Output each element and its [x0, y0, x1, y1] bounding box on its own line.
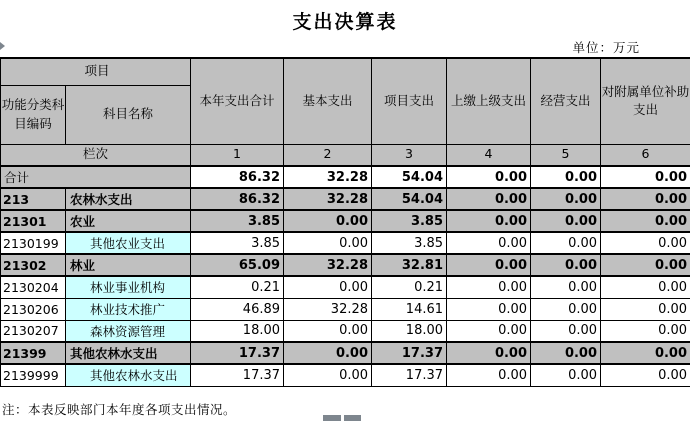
value-cell: 3.85: [372, 210, 447, 232]
table-row: [1, 320, 690, 342]
value-cell: 0.00: [601, 210, 690, 232]
value-cell: 0.00: [601, 320, 690, 342]
value-cell: 0.00: [531, 254, 601, 276]
subject-name-cell: 其他农林水支出: [66, 342, 191, 364]
value-cell: 3.85: [191, 210, 284, 232]
value-cell: 0.00: [447, 320, 531, 342]
table-row: [1, 210, 690, 232]
page-title: 支出决算表: [292, 11, 398, 33]
value-cell: 0.00: [284, 342, 372, 364]
column-number-6: 6: [601, 144, 690, 166]
table-body: [1, 166, 690, 386]
value-cell: 0.00: [284, 232, 372, 254]
header-col-basic-expenditure: 基本支出: [284, 58, 372, 144]
value-cell: 86.32: [191, 188, 284, 210]
value-cell: 17.37: [372, 342, 447, 364]
value-cell: 0.00: [601, 342, 690, 364]
subject-code-cell: 213: [1, 188, 66, 210]
value-cell: 0.00: [531, 210, 601, 232]
value-cell: 0.00: [601, 276, 690, 298]
table-row: [1, 188, 690, 210]
subject-name-cell: 林业技术推广: [66, 298, 191, 320]
value-cell: 46.89: [191, 298, 284, 320]
value-cell: 32.28: [284, 166, 372, 188]
value-cell: 0.00: [601, 232, 690, 254]
table-row: [1, 232, 690, 254]
value-cell: 0.00: [601, 254, 690, 276]
value-cell: 0.00: [447, 364, 531, 386]
header-item: 项目: [1, 58, 191, 85]
subject-name-cell: 农林水支出: [66, 188, 191, 210]
subject-name-cell: 农业: [66, 210, 191, 232]
right-arrow-icon: [0, 42, 5, 50]
subject-name-cell: 林业事业机构: [66, 276, 191, 298]
value-cell: 54.04: [372, 166, 447, 188]
value-cell: 3.85: [191, 232, 284, 254]
column-number-4: 4: [447, 144, 531, 166]
table-row: [1, 166, 690, 188]
value-cell: 32.28: [284, 298, 372, 320]
column-number-2: 2: [284, 144, 372, 166]
value-cell: 14.61: [372, 298, 447, 320]
subject-code-cell: 2130207: [1, 320, 66, 342]
subject-code-cell: 2139999: [1, 364, 66, 386]
subject-name-cell: 其他农业支出: [66, 232, 191, 254]
value-cell: 0.00: [531, 166, 601, 188]
subject-code-cell: 2130206: [1, 298, 66, 320]
subject-name-cell: 森林资源管理: [66, 320, 191, 342]
header-col-subsidy-affiliated: 对附属单位补助支出: [601, 58, 690, 144]
column-number-5: 5: [531, 144, 601, 166]
value-cell: 0.00: [531, 276, 601, 298]
value-cell: 32.28: [284, 188, 372, 210]
value-cell: 0.00: [447, 210, 531, 232]
header-subject-name: 科目名称: [66, 85, 191, 144]
value-cell: 0.00: [284, 210, 372, 232]
value-cell: 0.00: [447, 232, 531, 254]
value-cell: 0.00: [531, 232, 601, 254]
subject-code-cell: 2130199: [1, 232, 66, 254]
subject-code-cell: 21399: [1, 342, 66, 364]
scrollbar-thumb[interactable]: [344, 415, 361, 421]
value-cell: 0.00: [601, 166, 690, 188]
value-cell: 0.21: [191, 276, 284, 298]
table-row: [1, 342, 690, 364]
value-cell: 18.00: [191, 320, 284, 342]
value-cell: 17.37: [191, 364, 284, 386]
value-cell: 0.00: [531, 320, 601, 342]
value-cell: 0.00: [447, 342, 531, 364]
subject-name-cell: 其他农林水支出: [66, 364, 191, 386]
header-col-operating-expenditure: 经营支出: [531, 58, 601, 144]
value-cell: 54.04: [372, 188, 447, 210]
value-cell: 0.00: [531, 188, 601, 210]
value-cell: 0.00: [284, 364, 372, 386]
value-cell: 0.00: [284, 276, 372, 298]
table-row: [1, 298, 690, 320]
value-cell: 65.09: [191, 254, 284, 276]
header-row-column-numbers: [1, 144, 690, 166]
value-cell: 32.81: [372, 254, 447, 276]
table-row: [1, 254, 690, 276]
scrollbar-thumb[interactable]: [323, 415, 341, 421]
value-cell: 3.85: [372, 232, 447, 254]
value-cell: 0.00: [601, 188, 690, 210]
header-col-project-expenditure: 项目支出: [372, 58, 447, 144]
value-cell: 0.00: [447, 166, 531, 188]
header-lanci: 栏次: [1, 144, 191, 166]
subject-code-cell: 2130204: [1, 276, 66, 298]
value-cell: 0.00: [531, 342, 601, 364]
value-cell: 17.37: [372, 364, 447, 386]
subject-code-cell: 21301: [1, 210, 66, 232]
footnote: 注：本表反映部门本年度各项支出情况。: [2, 402, 237, 417]
value-cell: 0.00: [601, 298, 690, 320]
value-cell: 0.00: [447, 188, 531, 210]
subject-code-cell: 21302: [1, 254, 66, 276]
expenditure-table: [0, 57, 690, 387]
table-row: [1, 276, 690, 298]
header-row-item: [1, 58, 690, 85]
header-col-total-expenditure: 本年支出合计: [191, 58, 284, 144]
value-cell: 0.00: [284, 320, 372, 342]
value-cell: 0.00: [447, 276, 531, 298]
value-cell: 0.00: [447, 298, 531, 320]
value-cell: 0.00: [447, 254, 531, 276]
value-cell: 86.32: [191, 166, 284, 188]
row-label-total: 合计: [1, 166, 191, 188]
column-number-1: 1: [191, 144, 284, 166]
table-row: [1, 364, 690, 386]
value-cell: 17.37: [191, 342, 284, 364]
value-cell: 18.00: [372, 320, 447, 342]
value-cell: 32.28: [284, 254, 372, 276]
value-cell: 0.21: [372, 276, 447, 298]
unit-label: 单位：万元: [572, 40, 640, 55]
value-cell: 0.00: [531, 364, 601, 386]
value-cell: 0.00: [531, 298, 601, 320]
column-number-3: 3: [372, 144, 447, 166]
header-col-upward-payment: 上缴上级支出: [447, 58, 531, 144]
value-cell: 0.00: [601, 364, 690, 386]
header-function-code: 功能分类科目编码: [1, 85, 66, 144]
subject-name-cell: 林业: [66, 254, 191, 276]
